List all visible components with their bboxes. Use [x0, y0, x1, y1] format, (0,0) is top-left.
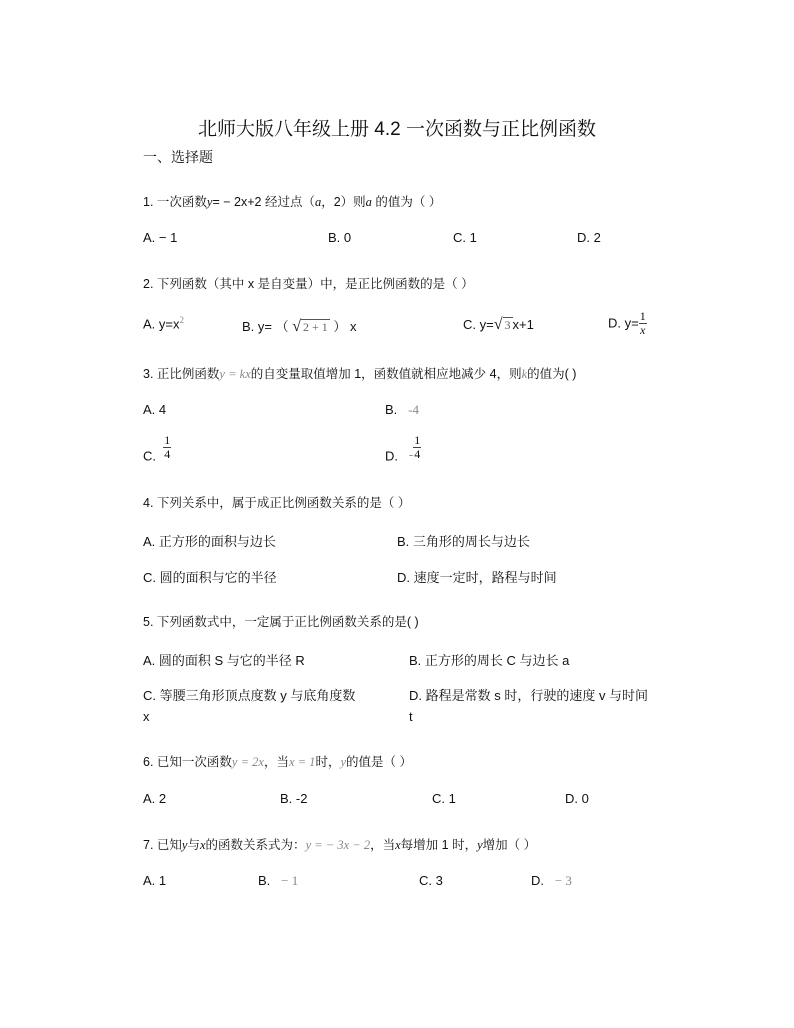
q5-option-c-cont: x: [143, 709, 150, 724]
q3-option-c[interactable]: [143, 434, 171, 464]
sqrt-icon: √: [493, 316, 503, 333]
q3-option-b[interactable]: [385, 402, 419, 418]
q7-option-d-label: D.: [531, 873, 544, 888]
q3-option-d-label: D.: [385, 448, 398, 464]
q2-option-b-radicand: 2 + 1: [303, 320, 328, 334]
q6-mid: ，当: [263, 755, 289, 769]
q7-option-b[interactable]: [258, 873, 298, 889]
q6-math-y: y: [340, 755, 347, 769]
q7-option-a[interactable]: A. 1: [143, 873, 167, 888]
q7-mid1: 与: [187, 838, 200, 852]
q2-option-d-fraction: [639, 310, 647, 336]
q3-mid: 的自变量取值增加 1，函数值就相应地减少 4，则: [250, 367, 522, 381]
question-1: [143, 192, 441, 210]
q1-math-a: a: [314, 195, 322, 209]
q2-option-d-pre: D. y=: [608, 315, 639, 331]
q3-option-d-num: 1: [414, 433, 421, 447]
q7-mid3: ，当: [370, 838, 396, 852]
q7-math-y: y: [181, 838, 188, 852]
q6-option-a[interactable]: A. 2: [143, 791, 167, 806]
q6-option-b[interactable]: B. -2: [280, 791, 308, 806]
q2-option-c-pre: C. y=: [463, 317, 494, 332]
q3-option-c-num: 1: [164, 433, 171, 447]
q1-option-c[interactable]: C. 1: [453, 230, 477, 245]
q7-prefix: 7. 已知: [143, 838, 182, 852]
q5-option-d-cont: t: [409, 709, 413, 724]
q3-suffix: 的值为( ): [527, 367, 577, 381]
q4-option-b[interactable]: B. 三角形的周长与边长: [397, 534, 530, 549]
q3-option-c-fraction: [163, 434, 171, 460]
q7-option-c[interactable]: C. 3: [419, 873, 443, 888]
question-5: 5. 下列函数式中，一定属于正比例函数关系的是( ): [143, 615, 419, 629]
q7-math-x2: x: [395, 838, 401, 852]
q2-option-a-sup: 2: [179, 315, 184, 325]
q1-option-d[interactable]: D. 2: [577, 230, 601, 245]
q6-option-d[interactable]: D. 0: [565, 791, 589, 806]
q7-math-x: x: [199, 838, 206, 852]
q7-option-d-value: − 3: [554, 873, 572, 888]
q6-prefix: 6. 已知一次函数: [143, 755, 232, 769]
q2-option-c[interactable]: [463, 316, 534, 334]
q3-math-ykx: y = kx: [219, 367, 251, 381]
q4-option-c[interactable]: C. 圆的面积与它的半径: [143, 570, 277, 585]
q1-suffix: 的值为（ ）: [371, 195, 442, 209]
q1-mid: 经过点（: [261, 195, 315, 209]
q6-mid2: 时，: [315, 755, 341, 769]
q7-math-y2: y: [477, 838, 483, 852]
q3-option-b-label: B.: [385, 402, 398, 417]
q7-suffix: 增加（ ）: [482, 838, 537, 852]
q2-option-d[interactable]: [608, 310, 647, 336]
q1-math-y: y: [206, 195, 213, 209]
q3-option-d[interactable]: [385, 434, 421, 464]
q3-option-d-fraction: [413, 434, 421, 460]
q2-option-b-pre: B. y= （: [242, 319, 293, 334]
q4-option-a[interactable]: A. 正方形的面积与边长: [143, 534, 276, 549]
q1-math-a2: a: [365, 195, 372, 209]
q3-option-b-value: -4: [408, 402, 419, 417]
question-4: 4. 下列关系中，属于成正比例函数关系的是（ ）: [143, 496, 411, 510]
q7-option-d[interactable]: [531, 873, 572, 889]
q1-prefix: 1. 一次函数: [143, 195, 207, 209]
q5-option-d[interactable]: D. 路程是常数 s 时，行驶的速度 v 与时间: [409, 688, 649, 703]
q5-option-b[interactable]: B. 正方形的周长 C 与边长 a: [409, 653, 570, 668]
q7-option-b-value: − 1: [281, 873, 299, 888]
question-6: [143, 752, 412, 770]
q6-option-c[interactable]: C. 1: [432, 791, 456, 806]
q3-option-a[interactable]: A. 4: [143, 402, 167, 417]
q3-math-k: k: [521, 367, 528, 381]
q2-option-b[interactable]: [242, 316, 357, 336]
q7-mid4: 每增加 1 时，: [400, 838, 478, 852]
q3-option-c-label: C.: [143, 448, 156, 464]
sqrt-icon: √: [292, 318, 301, 335]
q2-option-d-num: 1: [639, 309, 646, 323]
q6-math-x1: x = 1: [288, 755, 316, 769]
section-heading: 一、选择题: [143, 149, 213, 165]
q3-option-c-den: 4: [164, 446, 171, 461]
q1-equation: = − 2x+2: [212, 195, 262, 209]
q2-option-c-post: x+1: [512, 317, 534, 332]
q1-option-a[interactable]: A. − 1: [143, 230, 178, 245]
q2-option-c-radicand: 3: [504, 318, 511, 332]
q2-option-a-text: A. y=x: [143, 316, 180, 332]
q1-mid2: ，2）则: [321, 195, 366, 209]
q2-option-d-den: x: [640, 322, 646, 337]
q2-option-a[interactable]: [143, 315, 184, 331]
q3-option-d-den: 4: [414, 446, 421, 461]
q6-math-y2x: y = 2x: [231, 755, 264, 769]
q5-option-a[interactable]: A. 圆的面积 S 与它的半径 R: [143, 653, 305, 668]
q3-prefix: 3. 正比例函数: [143, 367, 220, 381]
page-title: 北师大版八年级上册 4.2 一次函数与正比例函数: [198, 119, 596, 140]
q3-option-d-sign: -: [408, 446, 414, 462]
q7-mid2: 的函数关系式为：: [205, 838, 306, 852]
q4-option-d[interactable]: D. 速度一定时，路程与时间: [397, 570, 557, 585]
question-7: [143, 835, 536, 853]
q7-math-equation: y = − 3x − 2: [305, 838, 371, 852]
q1-option-b[interactable]: B. 0: [328, 230, 352, 245]
q5-option-c[interactable]: C. 等腰三角形顶点度数 y 与底角度数: [143, 688, 356, 703]
question-3: [143, 364, 576, 382]
q7-option-b-label: B.: [258, 873, 271, 888]
q2-option-b-post: ） x: [329, 319, 357, 334]
question-2: 2. 下列函数（其中 x 是自变量）中，是正比例函数的是（ ）: [143, 277, 474, 291]
q6-suffix: 的值是（ ）: [346, 755, 412, 769]
